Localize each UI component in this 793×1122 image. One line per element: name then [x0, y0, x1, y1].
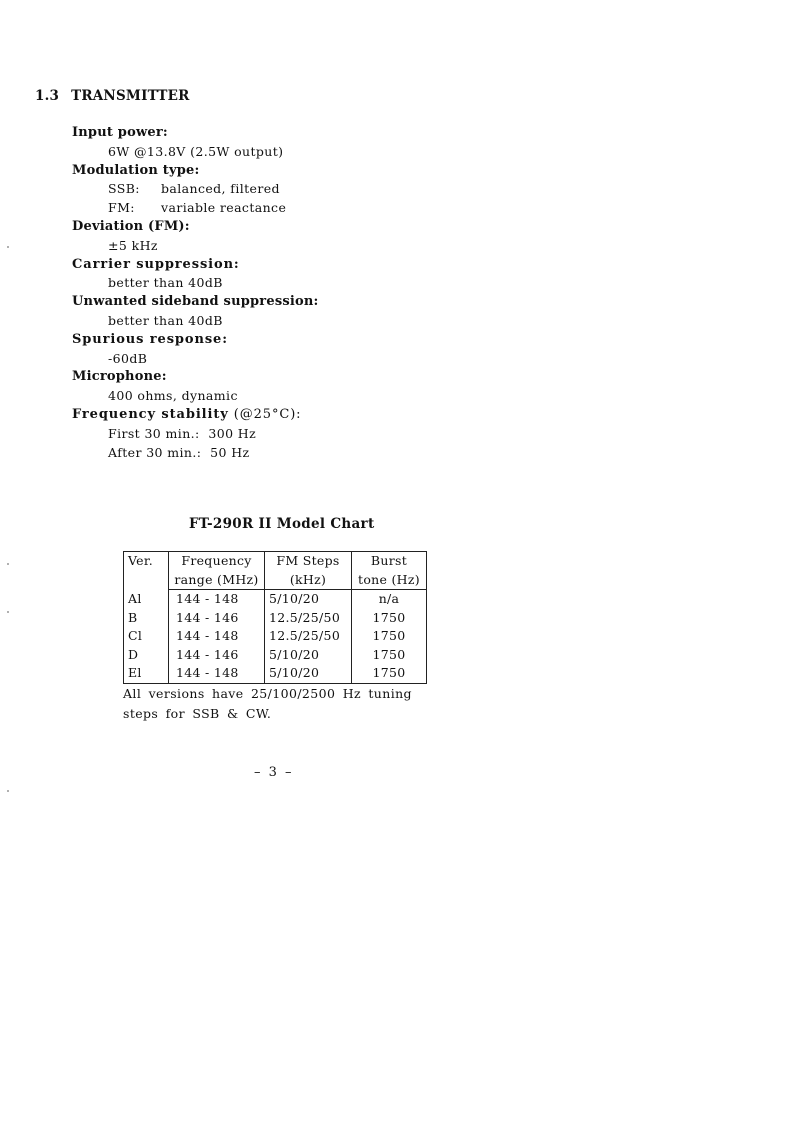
header-burst-unit: tone (Hz) — [352, 571, 427, 590]
spec-unwanted-sideband — [72, 293, 492, 331]
spec-key: After 30 min.: — [108, 444, 202, 460]
table-row — [124, 664, 427, 683]
cell-fm-steps: 12.5/25/50 — [265, 609, 352, 628]
cell-ver: El — [124, 664, 169, 683]
spec-microphone — [72, 368, 492, 406]
cell-frequency: 144 - 148 — [169, 590, 265, 609]
spec-value: 400 ohms, dynamic — [108, 388, 238, 404]
model-chart-table — [123, 551, 427, 684]
scan-speck — [7, 790, 9, 792]
spec-deviation — [72, 218, 492, 256]
header-fm-steps-unit: (kHz) — [265, 571, 352, 590]
table-row — [124, 609, 427, 628]
chart-footnote: All versions have 25/100/2500 Hz tuning steps for SSB & CW. — [123, 686, 412, 721]
section-title: TRANSMITTER — [71, 88, 190, 104]
table-header-row — [124, 552, 427, 571]
spec-value — [72, 199, 492, 218]
cell-burst: n/a — [352, 590, 427, 609]
spec-key: First 30 min.: — [108, 425, 200, 441]
spec-input-power — [72, 124, 492, 162]
spec-frequency-stability — [72, 406, 492, 462]
spec-key: SSB: — [108, 181, 140, 197]
spec-list — [72, 124, 492, 462]
model-chart-title: FT-290R II Model Chart — [189, 516, 375, 532]
table-row — [124, 627, 427, 646]
scan-speck — [7, 611, 9, 613]
spec-spurious-response — [72, 331, 492, 369]
page-number: – 3 – — [254, 765, 294, 780]
spec-value — [72, 444, 492, 463]
spec-value — [72, 425, 492, 444]
cell-burst: 1750 — [352, 627, 427, 646]
spec-value: better than 40dB — [108, 275, 223, 291]
spec-heading: Deviation (FM): — [72, 218, 190, 234]
spec-heading: Modulation type: — [72, 162, 200, 178]
cell-fm-steps: 12.5/25/50 — [265, 627, 352, 646]
table-row — [124, 590, 427, 609]
cell-frequency: 144 - 148 — [169, 627, 265, 646]
header-burst: Burst — [352, 552, 427, 571]
cell-burst: 1750 — [352, 664, 427, 683]
spec-key-value: 50 Hz — [210, 444, 250, 460]
scan-speck — [7, 563, 9, 565]
spec-heading — [72, 406, 492, 425]
cell-burst: 1750 — [352, 609, 427, 628]
spec-modulation-type — [72, 162, 492, 218]
cell-ver: B — [124, 609, 169, 628]
cell-frequency: 144 - 148 — [169, 664, 265, 683]
spec-key-value: 300 Hz — [208, 425, 257, 441]
spec-value: ±5 kHz — [108, 237, 158, 253]
table-row — [124, 646, 427, 665]
header-fm-steps: FM Steps — [265, 552, 352, 571]
cell-fm-steps: 5/10/20 — [265, 590, 352, 609]
section-heading — [35, 88, 190, 104]
header-ver: Ver. — [124, 552, 169, 590]
spec-heading-suffix: (@25°C): — [228, 406, 302, 422]
spec-value: -60dB — [108, 350, 148, 366]
spec-heading: Spurious response: — [72, 331, 228, 347]
header-frequency: Frequency — [169, 552, 265, 571]
spec-heading: Carrier suppression: — [72, 256, 240, 272]
cell-ver: D — [124, 646, 169, 665]
cell-ver: Cl — [124, 627, 169, 646]
spec-key-value: variable reactance — [161, 200, 287, 216]
spec-heading: Input power: — [72, 125, 168, 140]
cell-frequency: 144 - 146 — [169, 646, 265, 665]
spec-heading-main: Frequency stability — [72, 406, 229, 422]
cell-burst: 1750 — [352, 646, 427, 665]
cell-frequency: 144 - 146 — [169, 609, 265, 628]
spec-carrier-suppression — [72, 256, 492, 294]
cell-fm-steps: 5/10/20 — [265, 664, 352, 683]
spec-key: FM: — [108, 200, 135, 216]
table-header-row — [124, 571, 427, 590]
spec-value — [72, 180, 492, 199]
section-number: 1.3 — [35, 88, 60, 104]
spec-key-value: balanced, filtered — [161, 181, 280, 197]
scan-speck — [7, 246, 9, 248]
cell-ver: Al — [124, 590, 169, 609]
spec-heading: Microphone: — [72, 369, 167, 385]
spec-value: better than 40dB — [108, 312, 223, 328]
header-frequency-unit: range (MHz) — [169, 571, 265, 590]
spec-value: 6W @13.8V (2.5W output) — [108, 143, 284, 159]
cell-fm-steps: 5/10/20 — [265, 646, 352, 665]
spec-heading: Unwanted sideband suppression: — [72, 294, 319, 310]
